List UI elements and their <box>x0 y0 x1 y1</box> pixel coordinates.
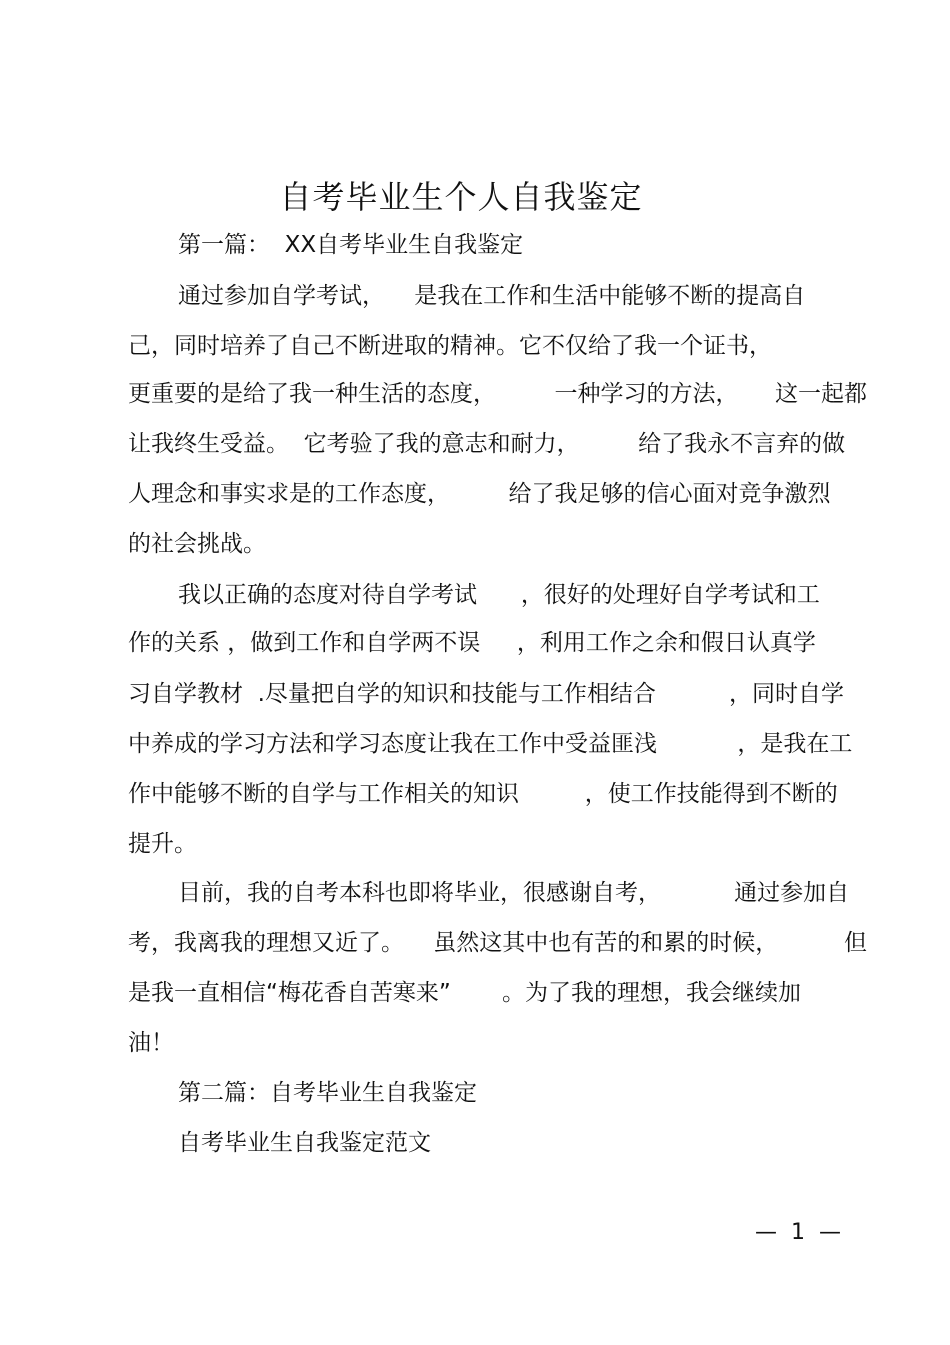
paragraph-line: 通过参加自学考试， 是我在工作和生活中能够不断的提高自 <box>178 283 806 309</box>
section-subtitle: 自考毕业生自我鉴定范文 <box>178 1130 431 1156</box>
paragraph-line: 目前，我的自考本科也即将毕业，很感谢自考， 通过参加自 <box>178 880 850 906</box>
paragraph-line: 作的关系 ，做到工作和自学两不误 ，利用工作之余和假日认真学 <box>128 630 816 656</box>
paragraph-line: 考，我离我的理想又近了。 虽然这其中也有苦的和累的时候， 但 <box>128 930 868 956</box>
section-heading: 第二篇：自考毕业生自我鉴定 <box>178 1080 477 1106</box>
paragraph-line: 己，同时培养了自己不断进取的精神。它不仅给了我一个证书， <box>128 333 772 359</box>
paragraph-line: 更重要的是给了我一种生活的态度， 一种学习的方法， 这一起都 <box>128 381 868 407</box>
paragraph-line: 我以正确的态度对待自学考试 ，很好的处理好自学考试和工 <box>178 582 820 608</box>
paragraph-line: 提升。 <box>128 831 197 857</box>
paragraph-line: 的社会挑战。 <box>128 531 266 557</box>
paragraph-line: 油！ <box>128 1030 174 1056</box>
paragraph-line: 人理念和事实求是的工作态度， 给了我足够的信心面对竞争激烈 <box>128 481 831 507</box>
paragraph-line: 习自学教材 .尽量把自学的知识和技能与工作相结合 ，同时自学 <box>128 681 845 707</box>
paragraph-line: 作中能够不断的自学与工作相关的知识 ，使工作技能得到不断的 <box>128 781 838 807</box>
section-heading: 第一篇： XX自考毕业生自我鉴定 <box>178 232 524 258</box>
paragraph-line: 中养成的学习方法和学习态度让我在工作中受益匪浅 ，是我在工 <box>128 731 853 757</box>
paragraph-line: 让我终生受益。 它考验了我的意志和耐力， 给了我永不言弃的做 <box>128 431 846 457</box>
page-number: — 1 — <box>755 1220 841 1245</box>
document-title: 自考毕业生个人自我鉴定 <box>279 178 643 216</box>
paragraph-line: 是我一直相信“梅花香自苦寒来” 。为了我的理想，我会继续加 <box>128 980 802 1006</box>
